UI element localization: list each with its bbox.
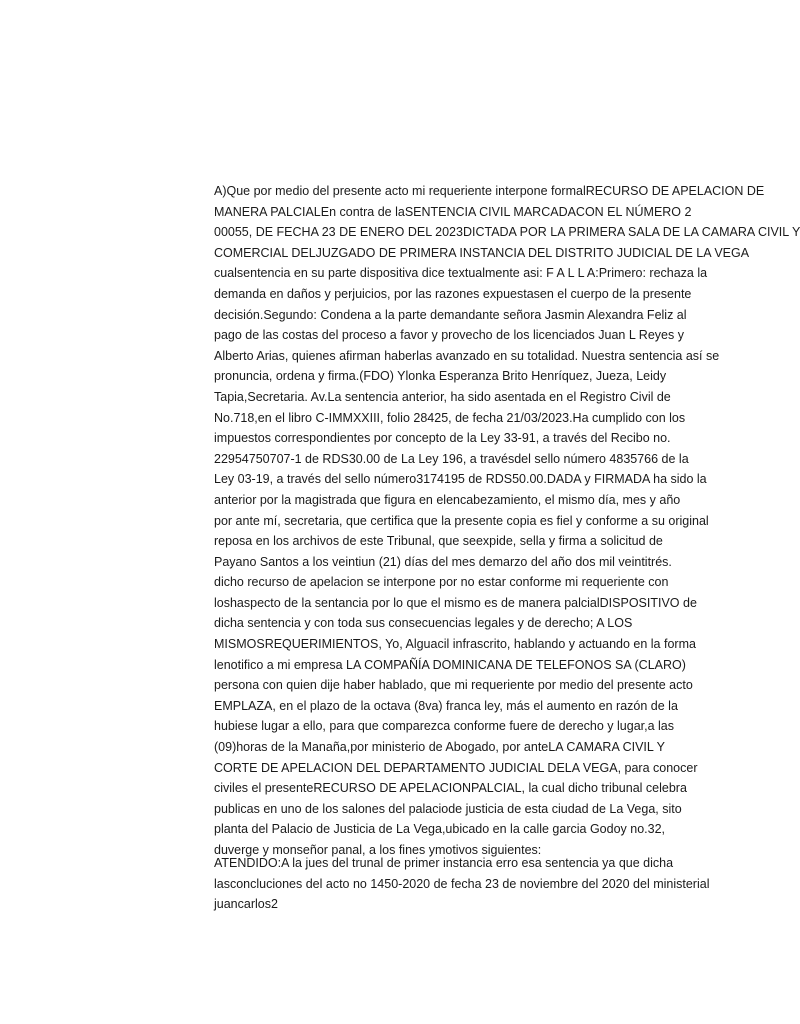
text-line: ATENDIDO:A la jues del trunal de primer instancia erro esa sentencia ya que dicha <box>214 856 674 870</box>
text-line: publicas en uno de los salones del palaciode justicia de esta ciudad de La Vega, sito <box>214 801 682 816</box>
text-line: loshaspecto de la sentancia por lo que el mismo es de manera palcialDISPOSITIVO de <box>214 595 697 610</box>
text-line: COMERCIAL DELJUZGADO DE PRIMERA INSTANCIA DEL DISTRITO JUDICIAL DE LA VEGA <box>214 245 750 260</box>
text-line: demanda en daños y perjuicios, por las razones expuestasen el cuerpo de la presente <box>214 286 692 301</box>
paragraph-main <box>214 181 800 861</box>
text-line: EMPLAZA, en el plazo de la octava (8va) franca ley, más el aumento en razón de la <box>214 698 678 713</box>
text-line: 00055, DE FECHA 23 DE ENERO DEL 2023DICTADA POR LA PRIMERA SALA DE LA CAMARA CIVIL Y <box>214 225 800 240</box>
text-line: decisión.Segundo: Condena a la parte demandante señora Jasmin Alexandra Feliz al <box>214 307 687 322</box>
text-line: cualsentencia en su parte dispositiva dice textualmente asi: F A L L A:Primero: rechaza la <box>214 266 708 281</box>
text-line: por ante mí, secretaria, que certifica que la presente copia es fiel y conforme a su original <box>214 513 709 528</box>
text-line: dicho recurso de apelacion se interpone por no estar conforme mi requeriente con <box>214 575 669 590</box>
text-line: Payano Santos a los veintiun (21) días del mes demarzo del año dos mil veintitrés. <box>214 554 672 569</box>
text-line: dicha sentencia y con toda sus consecuencias legales y de derecho; A LOS <box>214 616 633 631</box>
text-line: hubiese lugar a ello, para que comparezca conforme fuere de derecho y lugar,a las <box>214 719 675 734</box>
text-line: pago de las costas del proceso a favor y provecho de los licenciados Juan L Reyes y <box>214 328 684 343</box>
text-line: civiles el presenteRECURSO DE APELACIONPALCIAL, la cual dicho tribunal celebra <box>214 781 687 796</box>
text-line: duverge y monseñor panal, a los fines ymotivos siguientes: <box>214 843 542 857</box>
text-line: persona con quien dije haber hablado, que mi requeriente por medio del presente acto <box>214 678 693 693</box>
text-line: MISMOSREQUERIMIENTOS, Yo, Alguacil infrascrito, hablando y actuando en la forma <box>214 637 696 652</box>
text-line: lasconcluciones del acto no 1450-2020 de fecha 23 de noviembre del 2020 del ministerial <box>214 876 710 891</box>
text-line: planta del Palacio de Justicia de La Vega,ubicado en la calle garcia Godoy no.32, <box>214 822 666 837</box>
text-line: reposa en los archivos de este Tribunal, que seexpide, sella y firma a solicitud de <box>214 534 663 549</box>
text-line: Alberto Arias, quienes afirman haberlas avanzado en su totalidad. Nuestra sentencia así se <box>214 348 720 363</box>
text-line: (09)horas de la Manaña,por ministerio de Abogado, por anteLA CAMARA CIVIL Y <box>214 740 665 755</box>
paragraph-atendido <box>214 853 710 915</box>
text-line: impuestos correspondientes por concepto de la Ley 33-91, a través del Recibo no. <box>214 431 671 446</box>
text-line: lenotifico a mi empresa LA COMPAÑÍA DOMINICANA DE TELEFONOS SA (CLARO) <box>214 657 686 672</box>
text-line: CORTE DE APELACION DEL DEPARTAMENTO JUDICIAL DELA VEGA, para conocer <box>214 760 698 775</box>
text-line: Tapia,Secretaria. Av.La sentencia anterior, ha sido asentada en el Registro Civil de <box>214 389 671 404</box>
text-line: A)Que por medio del presente acto mi requeriente interpone formalRECURSO DE APELACION DE <box>214 184 765 198</box>
text-line: 22954750707-1 de RDS30.00 de La Ley 196, a travésdel sello número 4835766 de la <box>214 451 689 466</box>
text-line: juancarlos2 <box>214 897 278 912</box>
text-line: Ley 03-19, a través del sello número3174195 de RDS50.00.DADA y FIRMADA ha sido la <box>214 472 707 487</box>
text-line: MANERA PALCIALEn contra de laSENTENCIA CIVIL MARCADACON EL NÚMERO 2 <box>214 204 692 219</box>
text-line: No.718,en el libro C-IMMXXIII, folio 28425, de fecha 21/03/2023.Ha cumplido con los <box>214 410 686 425</box>
text-line: anterior por la magistrada que figura en elencabezamiento, el mismo día, mes y año <box>214 492 681 507</box>
text-line: pronuncia, ordena y firma.(FDO) Ylonka Esperanza Brito Henríquez, Jueza, Leidy <box>214 369 667 384</box>
